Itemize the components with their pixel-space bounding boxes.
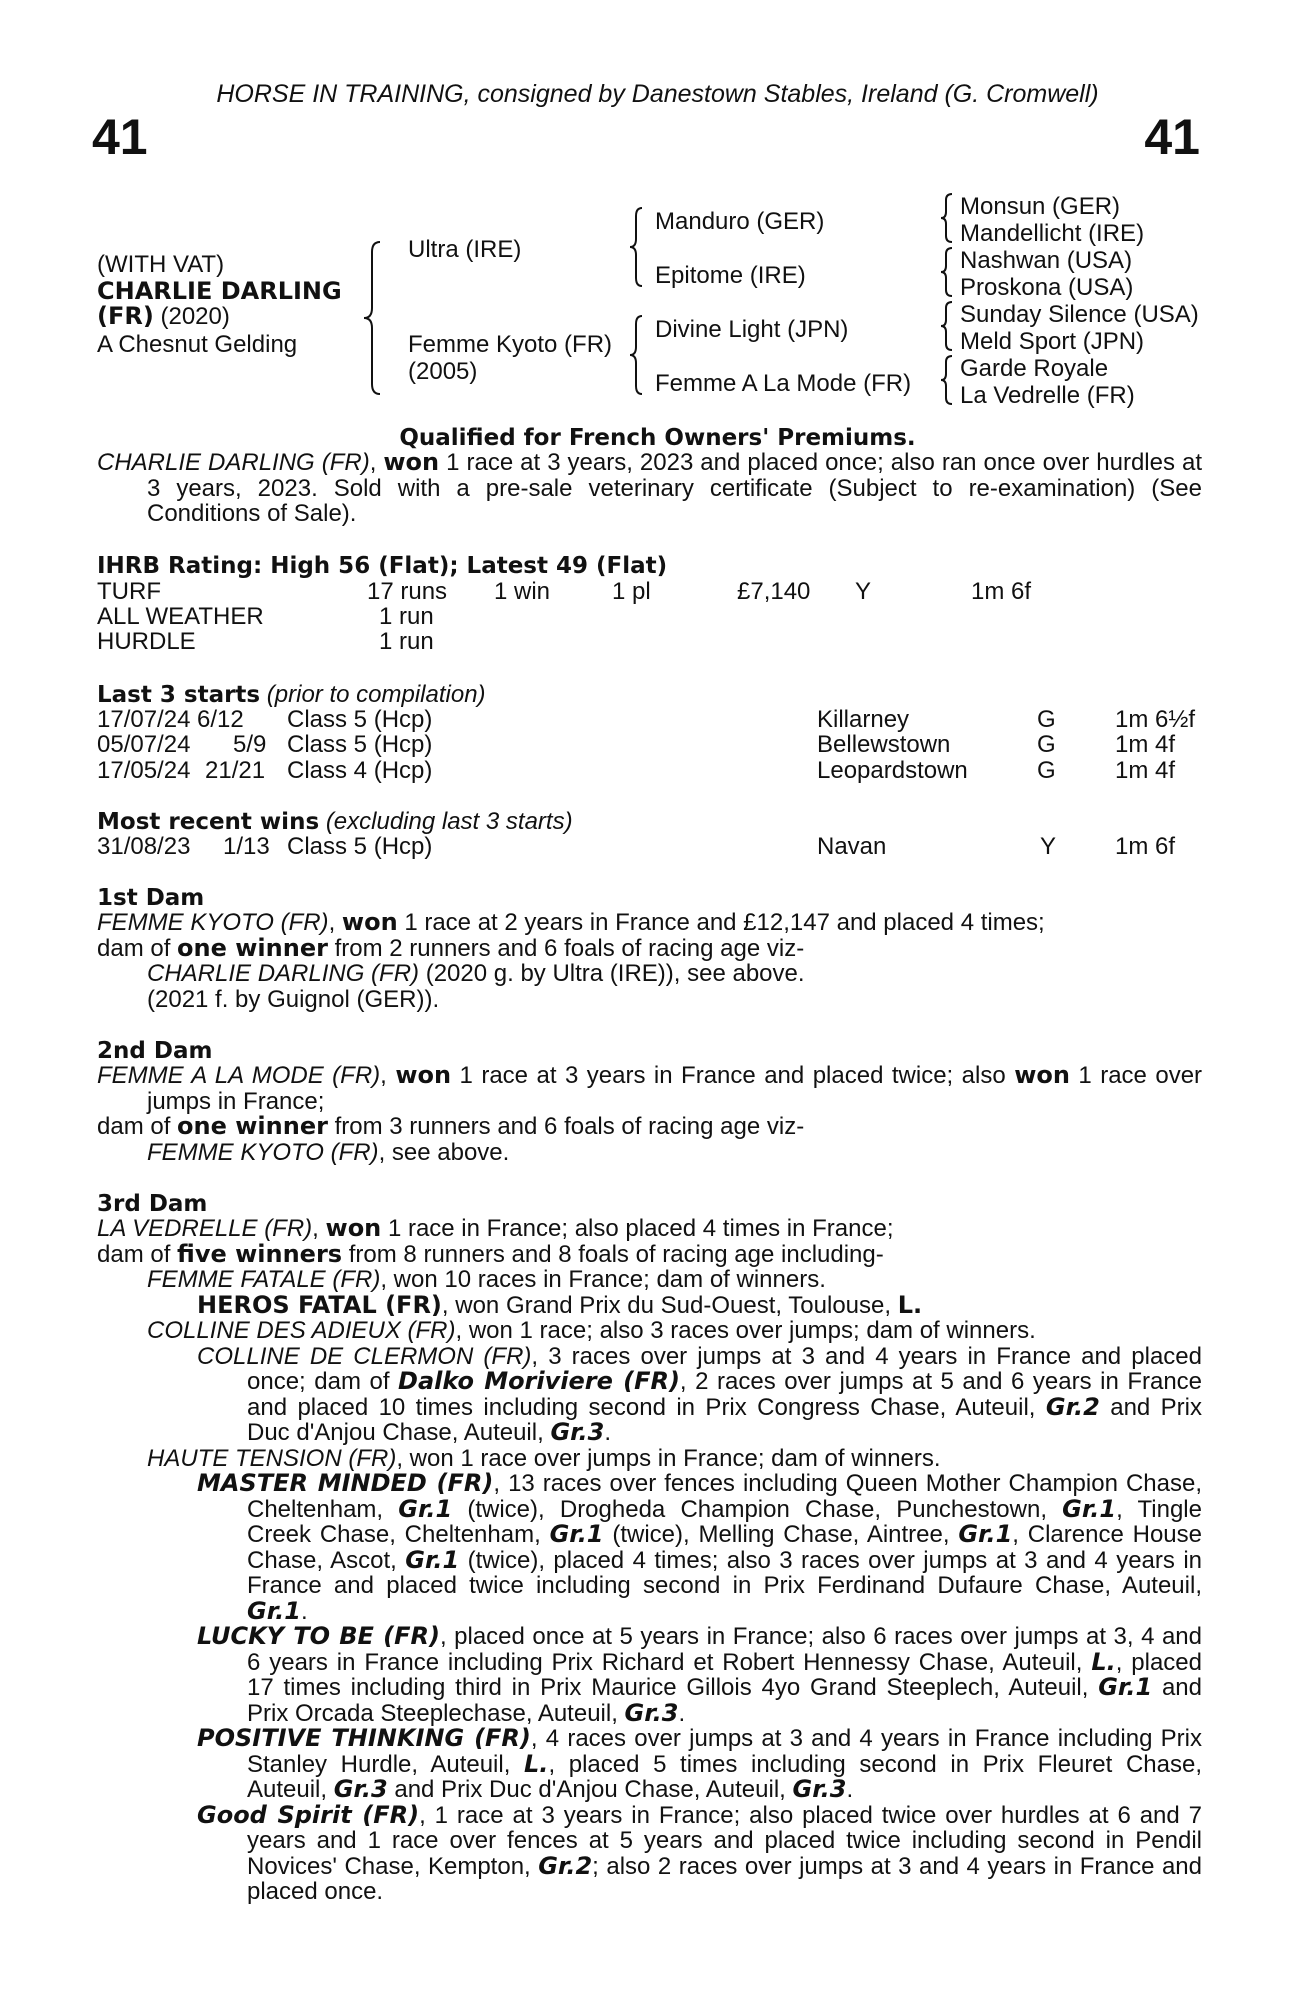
ihrb-row-turf: TURF 17 runs 1 win 1 pl £7,140 Y 1m 6f [97, 578, 1032, 605]
recent-wins-heading: Most recent wins (excluding last 3 starts) [97, 808, 573, 835]
pedigree-gen2-1: Manduro (GER) [655, 208, 825, 235]
last3-row-1: 17/07/24 6/12 Class 5 (Hcp) Killarney G 1m 6½f [97, 706, 1196, 733]
lot-number-right: 41 [1144, 109, 1200, 165]
pedigree-gen3-4: Proskona (USA) [960, 274, 1134, 301]
vat-note: (WITH VAT) [97, 251, 225, 278]
last3-row-2: 05/07/24 5/9 Class 5 (Hcp) Bellewstown G 1m 4f [97, 731, 1176, 758]
pedigree-gen3-7: Garde Royale [960, 355, 1109, 382]
ihrb-heading: IHRB Rating: High 56 (Flat); Latest 49 (Flat) [97, 553, 668, 579]
pedigree-brace-sire [626, 206, 648, 288]
horse-suffix-year: (FR) (2020) [97, 302, 230, 330]
last3-row-3: 17/05/24 21/21 Class 4 (Hcp) Leopardstown G 1m 4f [97, 757, 1176, 784]
pedigree-brace-g3-3 [938, 300, 958, 352]
pedigree-gen3-6: Meld Sport (JPN) [960, 328, 1145, 355]
pedigree-brace-g3-1 [938, 192, 958, 244]
pedigree-brace-dam [626, 314, 648, 396]
second-dam-block: FEMME A LA MODE (FR), won 1 race at 3 years in France and placed twice; also won 1 race over jumps in France; dam of one winner from 3 runners and 6 foals of racing age viz- FEMME KYOTO (FR), see above. [97, 1061, 1203, 1166]
pedigree-gen2-3: Divine Light (JPN) [655, 316, 849, 343]
pedigree-gen2-2: Epitome (IRE) [655, 262, 806, 289]
premium-note: Qualified for French Owners' Premiums. [399, 425, 916, 451]
pedigree-gen2-4: Femme A La Mode (FR) [655, 370, 912, 397]
ihrb-row-hurdle: HURDLE 1 run [97, 628, 434, 655]
dam-name: Femme Kyoto (FR) [408, 331, 613, 358]
first-dam-heading: 1st Dam [97, 885, 205, 911]
third-dam-block: LA VEDRELLE (FR), won 1 race in France; also placed 4 times in France; dam of five winners from 8 runners and 8 foals of racing age including- FEMME FATALE (FR), won 10 races in France; dam of winners. HEROS FATAL (FR), won Grand Prix du Sud-Ouest, Toulouse, L. COLLINE DES ADIEUX (FR), won 1 race; also 3 races over jumps; dam of winners. COLLINE DE CLERMON (FR), 3 races over jumps at 3 and 4 years in France and placed once; dam of Dalko Moriviere (FR), 2 races over jumps at 5 and 6 years in France and placed 10 times including second in Prix Congress Chase, Auteuil, Gr.2 and Prix Duc d'Anjou Chase, Auteuil, Gr.3. HAUTE TENSION (FR), won 1 race over jumps in France; dam of winners. MASTER MINDED (FR), 13 races over fences including Queen Mother Champion Chase, Cheltenham, Gr.1 (twice), Drogheda Champion Chase, Punchestown, Gr.1, Tingle Creek Chase, Cheltenham, Gr.1 (twice), Melling Chase, Aintree, Gr.1, Clarence House Chase, Ascot, Gr.1 (twice), placed 4 times; also 3 races over jumps at 3 and 4 years in France and placed twice including second in Prix Ferdinand Dufaure Chase, Auteuil, Gr.1. LUCKY TO BE (FR), placed once at 5 years in France; also 6 races over jumps at 3, 4 and 6 years in France including Prix Richard et Robert Hennessy Chase, Auteuil, L., placed 17 times including third in Prix Maurice Gillois 4yo Grand Steeplech, Auteuil, Gr.1 and Prix Orcada Steeplechase, Auteuil, Gr.3. POSITIVE THINKING (FR), 4 races over jumps at 3 and 4 years in France including Prix Stanley Hurdle, Auteuil, L., placed 5 times including second in Prix Fleuret Chase, Auteuil, Gr.3 and Prix Duc d'Anjou Chase, Auteuil, Gr.3. Good Spirit (FR), 1 race at 3 years in France; also placed twice over hurdles at 6 and 7 years and 1 race over fences at 5 years and placed twice including second in Pendil Novices' Chase, Kempton, Gr.2; also 2 races over jumps at 3 and 4 years in France and placed once. [97, 1214, 1203, 1905]
page-header: HORSE IN TRAINING, consigned by Danestown Stables, Ireland (G. Cromwell) [216, 80, 1099, 108]
pedigree-brace-g3-4 [938, 354, 958, 406]
horse-name: CHARLIE DARLING [97, 277, 342, 305]
pedigree-gen3-2: Mandellicht (IRE) [960, 220, 1145, 247]
pedigree-gen3-5: Sunday Silence (USA) [960, 301, 1199, 328]
pedigree-gen3-8: La Vedrelle (FR) [960, 382, 1135, 409]
race-summary: CHARLIE DARLING (FR), won 1 race at 3 years, 2023 and placed once; also ran once over hurdles at 3 years, 2023. Sold with a pre-sale veterinary certificate (Subject to re-examination) (See Conditions of Sale). [97, 448, 1202, 527]
horse-description: A Chesnut Gelding [97, 331, 298, 358]
third-dam-heading: 3rd Dam [97, 1191, 208, 1217]
second-dam-heading: 2nd Dam [97, 1038, 213, 1064]
ihrb-row-all-weather: ALL WEATHER 1 run [97, 603, 434, 630]
dam-year: (2005) [408, 358, 478, 385]
recent-wins-row-1: 31/08/23 1/13 Class 5 (Hcp) Navan Y 1m 6f [97, 833, 1176, 860]
sire-name: Ultra (IRE) [408, 236, 522, 263]
pedigree-brace-g3-2 [938, 246, 958, 298]
pedigree-gen3-1: Monsun (GER) [960, 193, 1121, 220]
lot-number-left: 41 [92, 109, 148, 165]
first-dam-block: FEMME KYOTO (FR), won 1 race at 2 years in France and £12,147 and placed 4 times; dam of one winner from 2 runners and 6 foals of racing age viz- CHARLIE DARLING (FR) (2020 g. by Ultra (IRE)), see above. (2021 f. by Guignol (GER)). [97, 908, 1045, 1013]
last3-heading: Last 3 starts (prior to compilation) [97, 681, 486, 708]
pedigree-gen3-3: Nashwan (USA) [960, 247, 1133, 274]
pedigree-brace-main [360, 238, 390, 398]
